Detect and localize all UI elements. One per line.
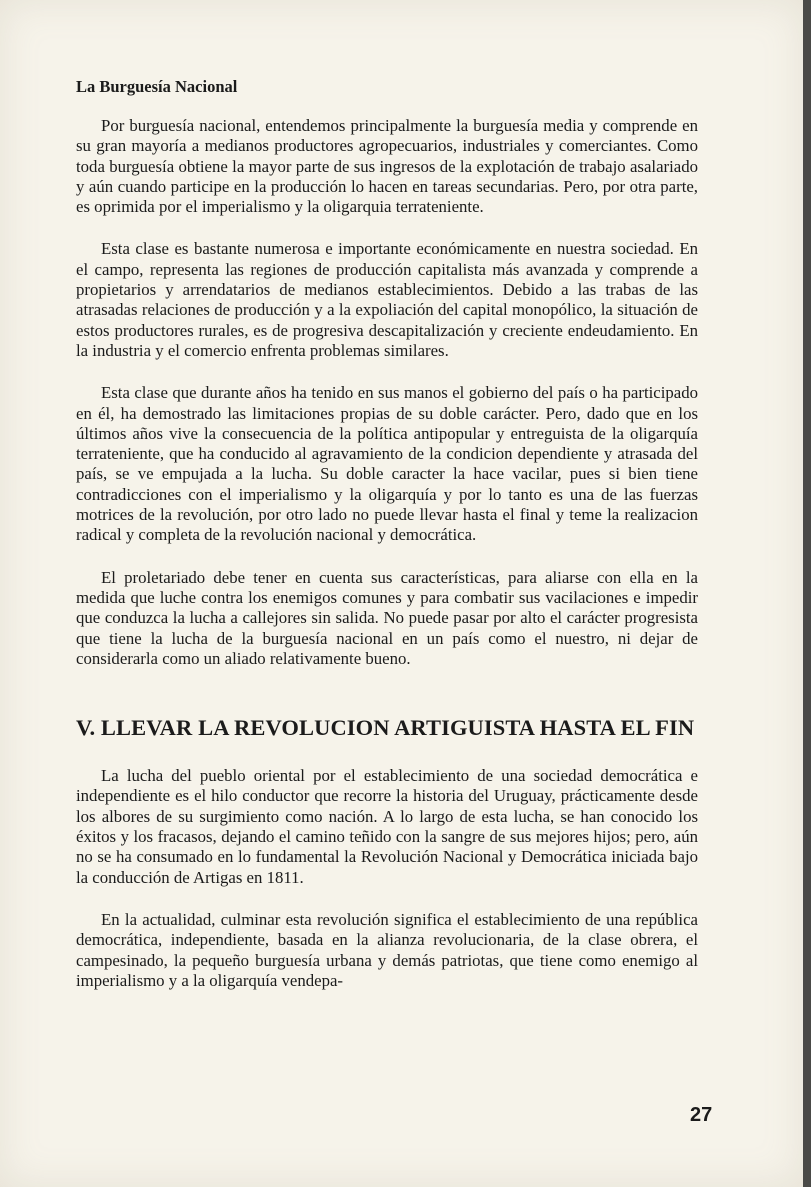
page-edge-shadow <box>803 0 811 1187</box>
paragraph: En la actualidad, culminar esta revolución significa el establecimiento de una república democrática, independiente, basada en la alianza revolucionaria, de la clase obrera, el campesinado, la pequeño burguesía urbana y demás patriotas, que tiene como enemigo al imperialismo y a la oligarquía vendepa- <box>76 909 698 990</box>
paragraph: Esta clase que durante años ha tenido en sus manos el gobierno del país o ha participado en él, ha demostrado las limitaciones propias de su doble carácter. Pero, dado que en los últimos años vive la consecuencia de la política antipopular y entreguista de la oligarquía terrateniente, que ha conducido al agravamiento de la condicion dependiente y atrasada del país, se ve empujada a la lucha. Su doble caracter la hace vacilar, pues si bien tiene contradicciones con el imperialismo y la oligarquía y por lo tanto es una de las fuerzas motrices de la revolución, por otro lado no puede llevar hasta el final y teme la realizacion radical y completa de la revolución nacional y democrática. <box>76 383 698 545</box>
section-title: La Burguesía Nacional <box>76 77 238 96</box>
paragraph: Esta clase es bastante numerosa e importante económicamente en nuestra sociedad. En el campo, representa las regiones de producción capitalista más avanzada y comprende a propietarios y arrendatarios de medianos establecimientos. Debido a las trabas de las atrasadas relaciones de producción y a la expoliación del capital monopólico, la situación de estos productores rurales, es de progresiva descapitalización y creciente endeudamiento. En la industria y el comercio enfrenta problemas similares. <box>76 239 698 360</box>
paragraph: Por burguesía nacional, entendemos principalmente la burguesía media y comprende en su gran mayoría a medianos productores agropecuarios, industriales y comerciantes. Como toda burguesía obtiene la mayor parte de sus ingresos de la explotación de trabajo asalariado y aún cuando participe en la producción lo hacen en tareas secundarias. Pero, por otra parte, es oprimida por el imperialismo y la oligarquia terrateniente. <box>76 116 698 217</box>
paragraph: El proletariado debe tener en cuenta sus características, para aliarse con ella en la medida que luche contra los enemigos comunes y para combatir sus vacilaciones e impedir que conduzca la lucha a callejores sin salida. No puede pasar por alto el carácter progresista que tiene la lucha de la burguesía nacional en un país como el nuestro, ni dejar de considerarla como un aliado relativamente bueno. <box>76 567 698 668</box>
page-number: 27 <box>690 1104 713 1126</box>
paragraph: La lucha del pueblo oriental por el establecimiento de una sociedad democrática e independiente es el hilo conductor que recorre la historia del Uruguay, prácticamente desde los albores de su surgimiento como nación. A lo largo de esta lucha, se han conocido los éxitos y los fracasos, dejando el camino teñido con la sangre de sus mejores hijos; pero, aún no se ha consumado en lo fundamental la Revolución Nacional y Democrática iniciada bajo la conducción de Artigas en 1811. <box>76 766 698 887</box>
page-content <box>76 76 698 991</box>
chapter-title: V. LLEVAR LA REVOLUCION ARTIGUISTA HASTA EL FIN <box>76 715 695 741</box>
